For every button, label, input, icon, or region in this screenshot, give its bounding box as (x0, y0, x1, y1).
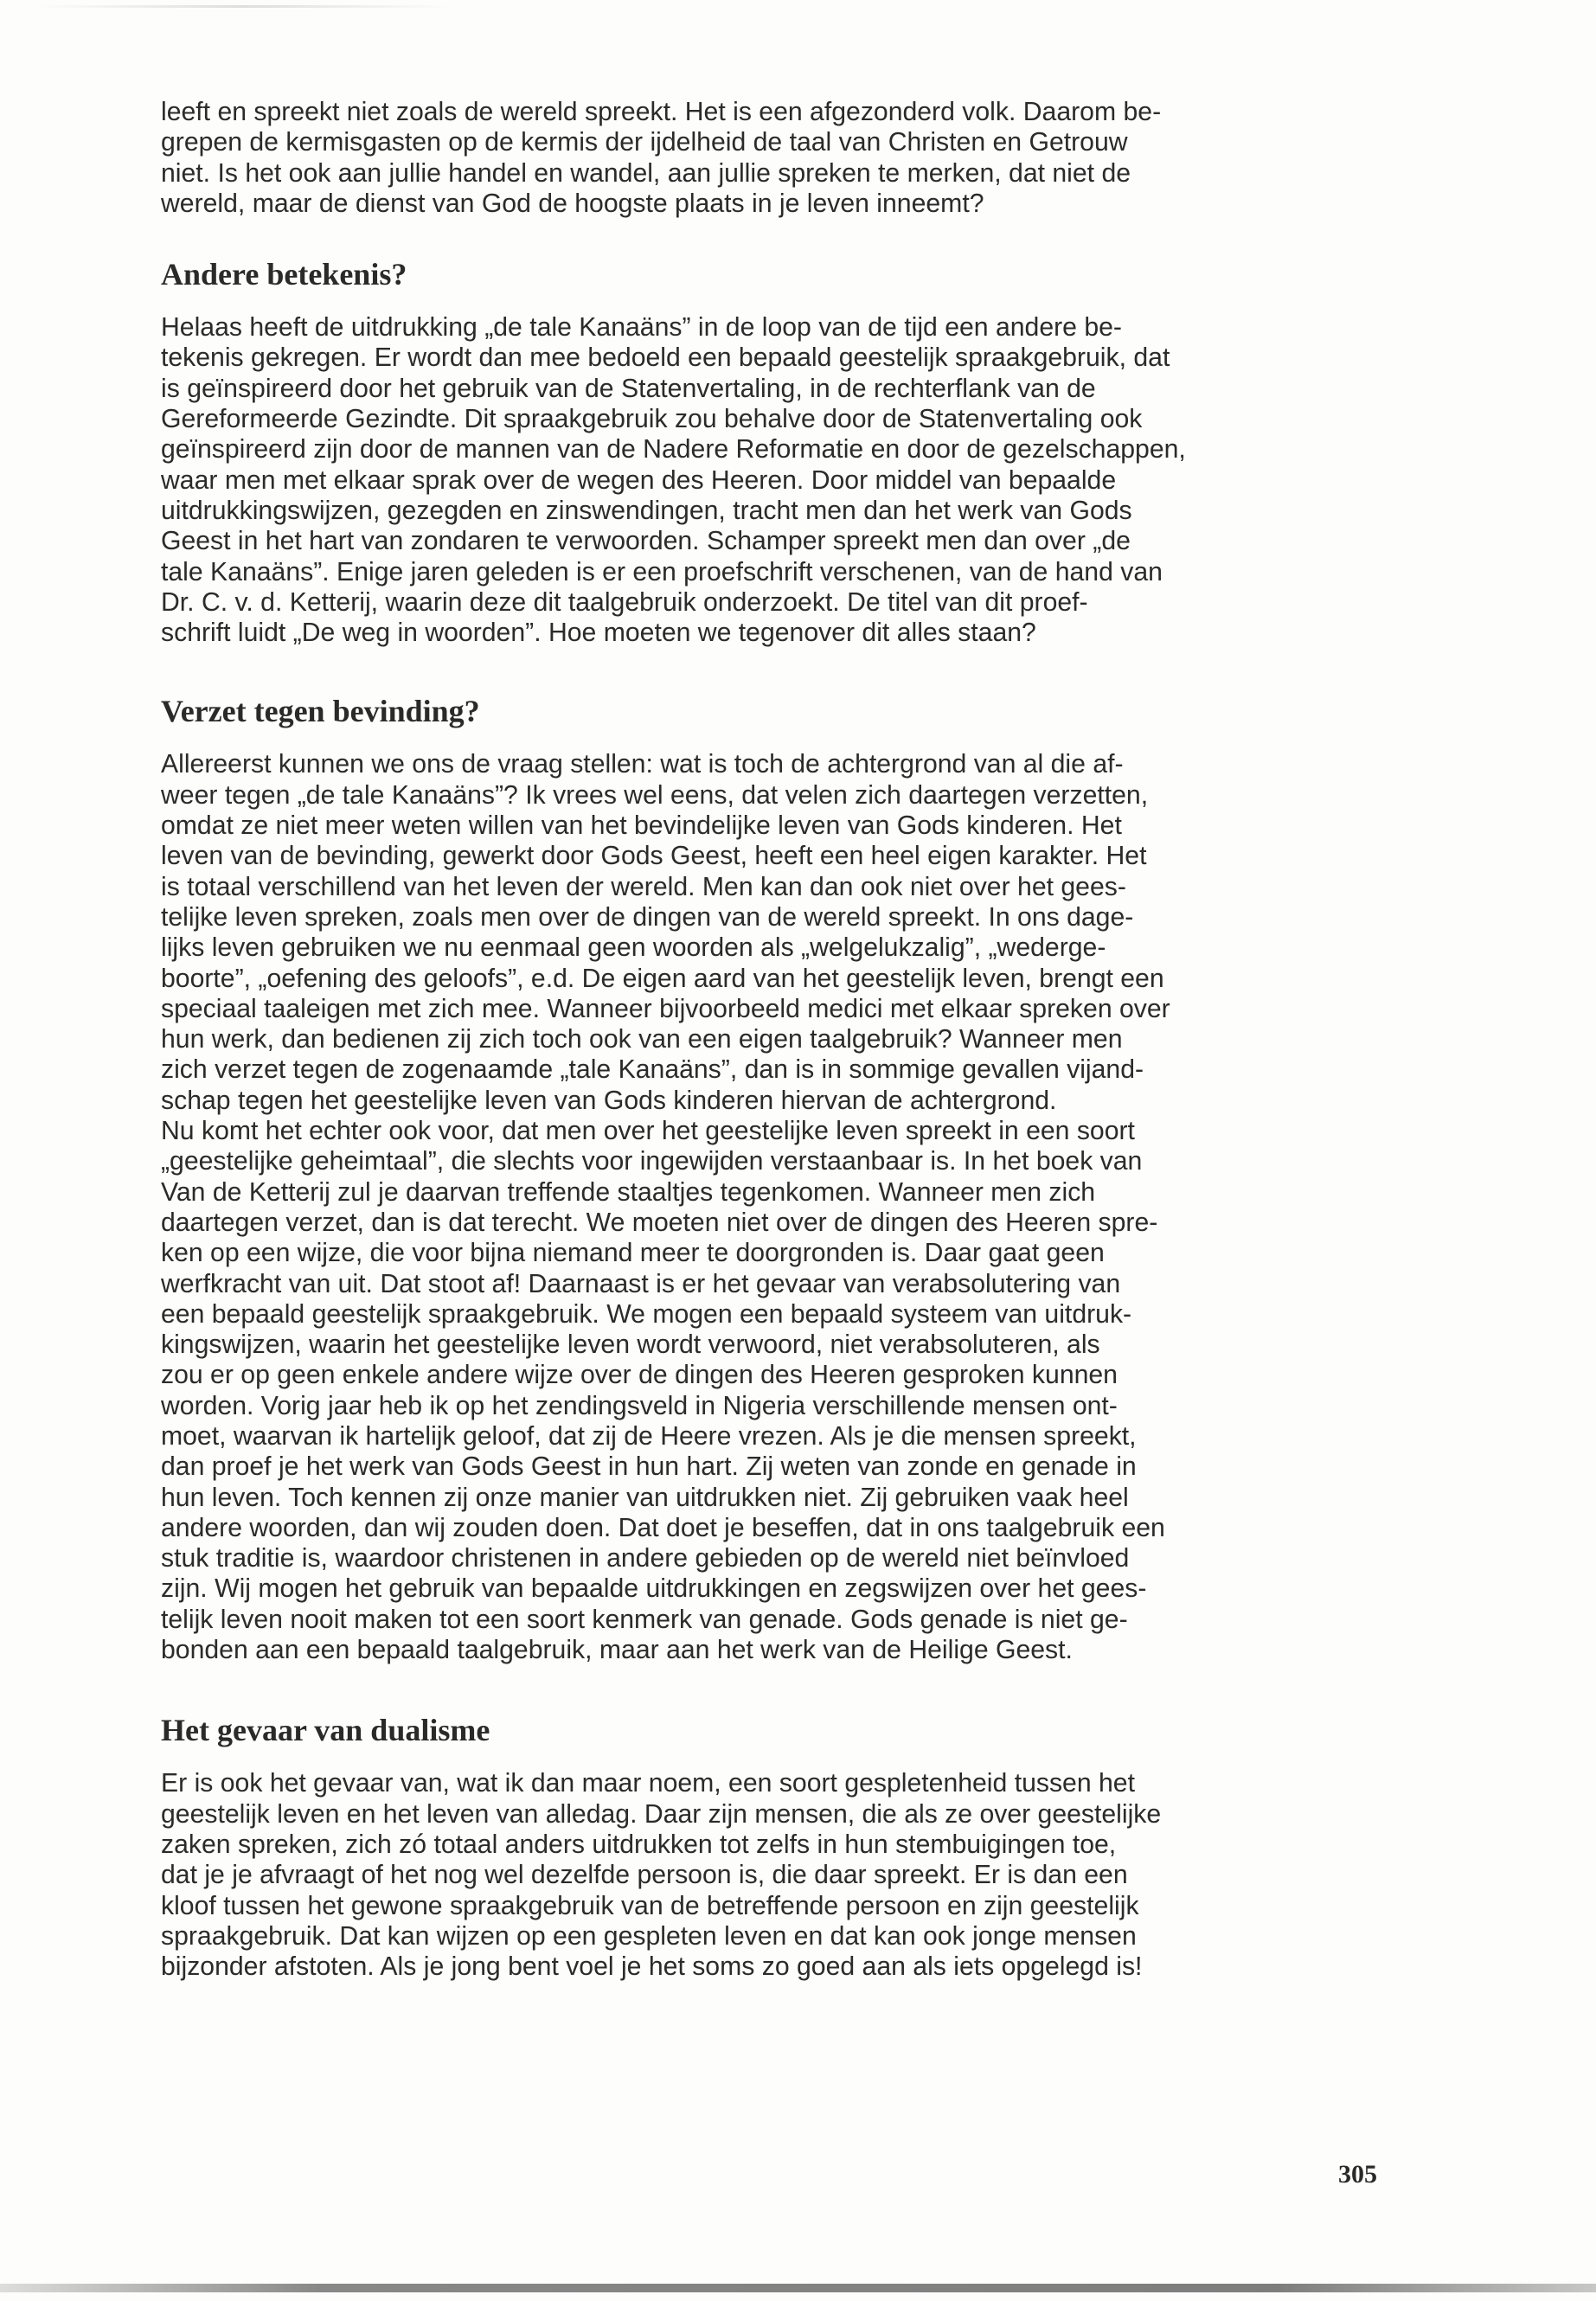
paragraph-dualisme: Er is ook het gevaar van, wat ik dan maar noem, een soort gespletenheid tussen het geestelijk leven en het leven van alledag. Daar zijn mensen, die als ze over geestelijke zaken spreken, zich zó totaal anders uitdrukken tot zelfs in hun stembuigingen toe, dat je je afvraagt of het nog wel dezelfde persoon is, die daar spreekt. Er is dan een kloof tussen het gewone spraakgebruik van de betreffende persoon en zijn geestelijk spraakgebruik. Dat kan wijzen op een gespleten leven en dat kan ook jonge mensen bijzonder afstoten. Als je jong bent voel je het soms zo goed aan als iets opgelegd is! (161, 1769, 1162, 1982)
text-column (161, 97, 1377, 1982)
paragraph-andere-betekenis: Helaas heeft de uitdrukking „de tale Kanaäns” in de loop van de tijd een andere be- tekenis gekregen. Er wordt dan mee bedoeld een bepaald geestelijk spraakgebruik, dat is geïnspireerd door het gebruik van de Statenvertaling, in de rechterflank van de Gereformeerde Gezindte. Dit spraakgebruik zou behalve door de Statenvertaling ook geïnspireerd zijn door de mannen van de Nadere Reformatie en door de gezelschappen, waar men met elkaar sprak over de wegen des Heeren. Door middel van bepaalde uitdrukkingswijzen, gezegden en zinswendingen, tracht men dan het werk van Gods Geest in het hart van zondaren te verwoorden. Schamper spreekt men dan over „de tale Kanaäns”. Enige jaren geleden is er een proefschrift verschenen, van de hand van Dr. C. v. d. Ketterij, waarin deze dit taalgebruik onderzoekt. De titel van dit proef- schrift luidt „De weg in woorden”. Hoe moeten we tegenover dit alles staan? (161, 313, 1186, 648)
section-heading-gevaar-van-dualisme: Het gevaar van dualisme (161, 1713, 490, 1748)
paragraph-verzet-1: Allereerst kunnen we ons de vraag stellen: wat is toch de achtergrond van al die af- weer tegen „de tale Kanaäns”? Ik vrees wel eens, dat velen zich daartegen verzetten, omdat ze niet meer weten willen van het bevindelijke leven van Gods kinderen. Het leven van de bevinding, gewerkt door Gods Geest, heeft een heel eigen karakter. Het is totaal verschillend van het leven der wereld. Men kan dan ook niet over het gees- telijke leven spreken, zoals men over de dingen van de wereld spreekt. In ons dage- lijks leven gebruiken we nu eenmaal geen woorden als „welgelukzalig”, „wederge- boorte”, „oefening des geloofs”, e.d. De eigen aard van het geestelijk leven, brengt een speciaal taaleigen met zich mee. Wanneer bijvoorbeeld medici met elkaar spreken over hun werk, dan bedienen zij zich toch ook van een eigen taalgebruik? Wanneer men zich verzet tegen de zogenaamde „tale Kanaäns”, dan is in sommige gevallen vijand- schap tegen het geestelijke leven van Gods kinderen hiervan de achtergrond. (161, 750, 1170, 1115)
section-heading-verzet-tegen-bevinding: Verzet tegen bevinding? (161, 694, 480, 729)
scan-shadow-top (35, 5, 450, 8)
paragraph-verzet-2: Nu komt het echter ook voor, dat men over het geestelijke leven spreekt in een soort „geestelijke geheimtaal”, die slechts voor ingewijden verstaanbaar is. In het boek van Van de Ketterij zul je daarvan treffende staaltjes tegenkomen. Wanneer men zich daartegen verzet, dan is dat terecht. We moeten niet over de dingen des Heeren spre- ken op een wijze, die voor bijna niemand meer te doorgronden is. Daar gaat geen werfkracht van uit. Dat stoot af! Daarnaast is er het gevaar van verabsolutering van een bepaald geestelijk spraakgebruik. We mogen een bepaald systeem van uitdruk- kingswijzen, waarin het geestelijke leven wordt verwoord, niet verabsoluteren, als zou er op geen enkele andere wijze over de dingen des Heeren gesproken kunnen worden. Vorig jaar heb ik op het zendingsveld in Nigeria verschillende mensen ont- moet, waarvan ik hartelijk geloof, dat zij de Heere vrezen. Als je die mensen spreekt, dan proef je het werk van Gods Geest in hun hart. Zij weten van zonde en genade in hun leven. Toch kennen zij onze manier van uitdrukken niet. Zij gebruiken vaak heel andere woorden, dan wij zouden doen. Dat doet je beseffen, dat in ons taalgebruik een stuk traditie is, waardoor christenen in andere gebieden op de wereld niet beïnvloed zijn. Wij mogen het gebruik van bepaalde uitdrukkingen en zegswijzen over het gees- telijk leven nooit maken tot een soort kenmerk van genade. Gods genade is niet ge- bonden aan een bepaald taalgebruik, maar aan het werk van de Heilige Geest. (161, 1117, 1165, 1665)
scan-shadow-bottom (0, 2284, 1596, 2292)
page-number: 305 (1338, 2160, 1377, 2189)
opening-paragraph: leeft en spreekt niet zoals de wereld spreekt. Het is een afgezonderd volk. Daarom be- grepen de kermisgasten op de kermis der ijdelheid de taal van Christen en Getrouw niet. Is het ook aan jullie handel en wandel, aan jullie spreken te merken, dat niet de wereld, maar de dienst van God de hoogste plaats in je leven inneemt? (161, 98, 1162, 218)
section-heading-andere-betekenis: Andere betekenis? (161, 257, 407, 292)
